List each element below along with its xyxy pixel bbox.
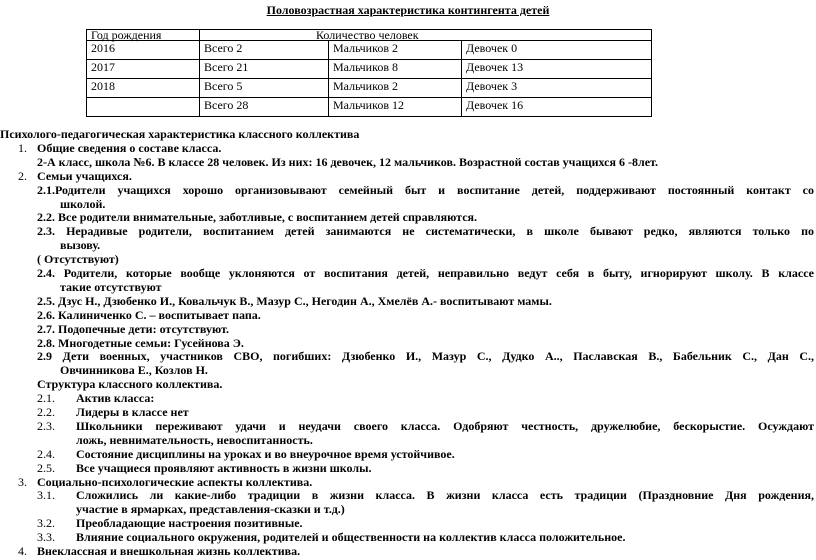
list-number: 3.1.	[37, 488, 55, 503]
paragraph: школой.	[60, 196, 106, 211]
list-number: 3.2.	[37, 516, 55, 531]
contingent-table	[86, 29, 652, 117]
table-cell: Девочек 3	[462, 79, 652, 98]
list-number: 2.1.	[37, 391, 55, 406]
table-cell: Всего 28	[200, 98, 329, 117]
table-cell: Девочек 16	[462, 98, 652, 117]
list-item: Актив класса:	[76, 391, 155, 406]
table-header-row	[87, 30, 652, 41]
page-title: Половозрастная характеристика контингента детей	[266, 3, 550, 17]
list-item: Лидеры в классе нет	[76, 405, 189, 419]
table-cell: 2018	[87, 79, 200, 98]
list-number: 4.	[18, 544, 27, 558]
paragraph: 2.1.Родители учащихся хорошо организовывают семейный быт и воспитание детей, поддерживают постоянный контакт со	[37, 182, 814, 197]
list-item: Социально-психологические аспекты коллектива.	[37, 474, 313, 489]
paragraph: такие отсутствуют	[60, 279, 162, 294]
paragraph: 2.2. Все родители внимательные, заботливые, с воспитанием детей справляются.	[37, 210, 478, 225]
list-item: Сложились ли какие-либо традиции в жизни класса. В жизни класса есть традиции (Праздновние Дня рождения,	[76, 488, 814, 503]
table-cell	[87, 98, 200, 117]
list-item: Состояние дисциплины на уроках и во внеурочное время устойчивое.	[76, 446, 455, 461]
list-item: Внеклассная и внешкольная жизнь коллектива.	[37, 544, 301, 558]
paragraph: 2.7. Подопечные дети: отсутствуют.	[37, 321, 229, 336]
list-number: 2.	[18, 168, 27, 183]
list-number: 2.4.	[37, 446, 55, 461]
header-count	[200, 30, 652, 41]
table-row	[87, 60, 652, 79]
table-row	[87, 98, 652, 117]
table-cell: Всего 2	[200, 41, 329, 60]
paragraph: 2.8. Многодетные семьи: Гусейнова Э.	[37, 335, 244, 350]
list-item: участие в ярмарках, представления-сказки и т.д.)	[76, 502, 345, 517]
list-number: 2.5.	[37, 460, 55, 475]
list-item: ложь, невнимательность, невоспитанность.	[76, 432, 313, 447]
section-heading: Психолого-педагогическая характеристика классного коллектива	[0, 127, 360, 141]
table-cell: Девочек 13	[462, 60, 652, 79]
list-item: Общие сведения о составе класса.	[37, 140, 222, 155]
list-number: 2.2.	[37, 405, 55, 419]
paragraph: 2.5. Дзус Н., Дзюбенко И., Ковальчук В., Мазур С., Негодин А., Хмелёв А.- воспитывают мамы.	[37, 293, 552, 308]
list-number: 1.	[18, 140, 27, 155]
subsection-title: Структура классного коллектива.	[37, 377, 223, 392]
paragraph: 2-А класс, школа №6. В классе 28 человек. Из них: 16 девочек, 12 мальчиков. Возрастной состав учащихся 6 -8лет.	[37, 154, 659, 169]
table-row	[87, 79, 652, 98]
table-cell: Мальчиков 2	[329, 41, 462, 60]
table-cell: 2017	[87, 60, 200, 79]
table-cell: 2016	[87, 41, 200, 60]
paragraph: Овчинникова Е., Козлов Н.	[60, 363, 208, 378]
paragraph: ( Отсутствуют)	[37, 252, 119, 267]
table-cell: Мальчиков 12	[329, 98, 462, 117]
table-cell: Всего 5	[200, 79, 329, 98]
table-cell: Всего 21	[200, 60, 329, 79]
paragraph: 2.4. Родители, которые вообще уклоняются от воспитания детей, неправильно ведут себя в быту, игнорируют школу. В классе	[37, 266, 814, 280]
list-item: Школьники переживают удачи и неудачи своего класса. Одобряют честность, дружелюбие, бескорыстие. Осуждают	[76, 418, 814, 433]
list-item: Влияние социального окружения, родителей и общественности на коллектив класса положительное.	[76, 530, 626, 545]
table-cell: Девочек 0	[462, 41, 652, 60]
list-item: Преобладающие настроения позитивные.	[76, 516, 303, 531]
list-item: Семьи учащихся.	[37, 168, 132, 183]
paragraph: 2.6. Калиниченко С. – воспитывает папа.	[37, 307, 261, 322]
table-cell: Мальчиков 2	[329, 79, 462, 98]
table-row	[87, 41, 652, 60]
header-birth-year: Год рождения	[87, 30, 200, 41]
header-count-label: Количество человек	[316, 28, 419, 42]
list-number: 2.3.	[37, 418, 55, 433]
paragraph: вызову.	[60, 238, 101, 253]
table-cell: Мальчиков 8	[329, 60, 462, 79]
list-number: 3.	[18, 474, 27, 489]
list-item: Все учащиеся проявляют активность в жизни школы.	[76, 460, 372, 475]
paragraph: 2.3. Нерадивые родители, воспитанием детей занимаются не систематически, в школе бывают редко, являются только по	[37, 224, 814, 239]
list-number: 3.3.	[37, 530, 55, 545]
paragraph: 2.9 Дети военных, участников СВО, погибших: Дзюбенко И., Мазур С., Дудко А.., Паславская В., Бабельник С., Дан С.,	[37, 349, 814, 364]
